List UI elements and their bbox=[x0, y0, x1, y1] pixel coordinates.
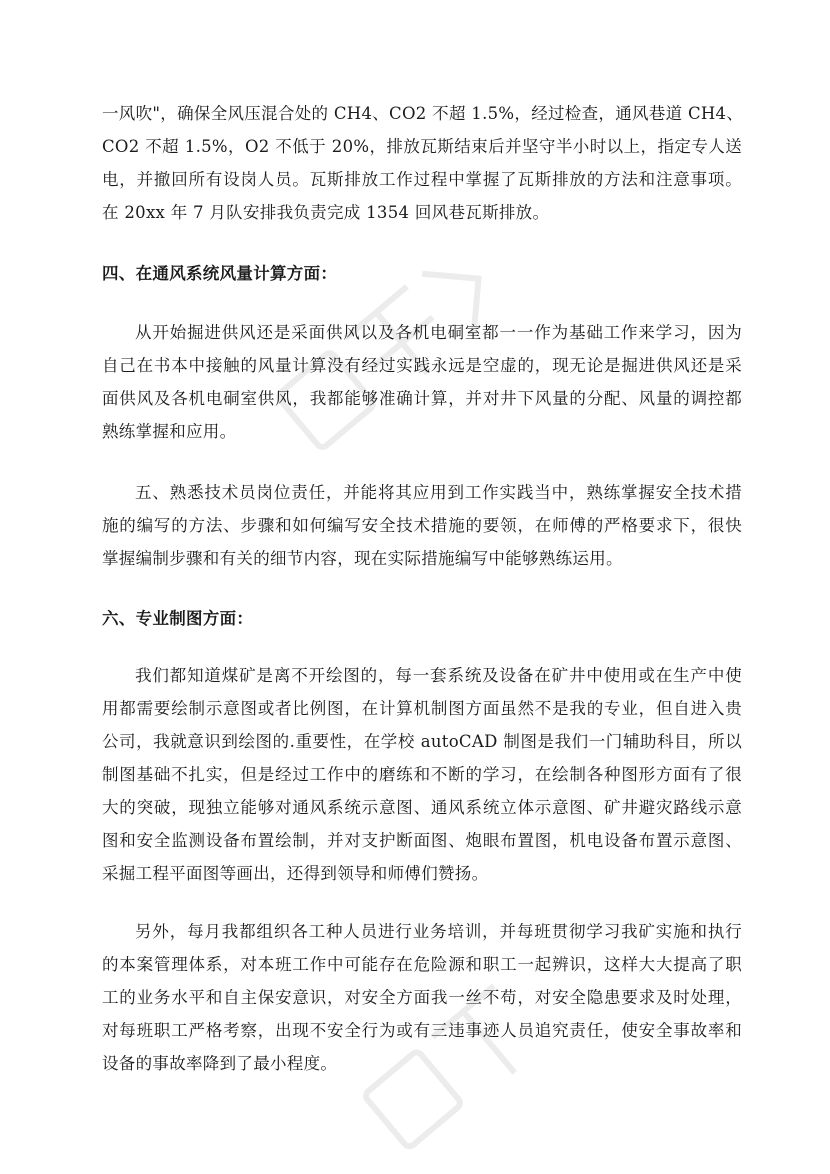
paragraph-air-volume bbox=[102, 316, 742, 448]
text-line: 大的突破，现独立能够对通风系统示意图、通风系统立体示意图、矿井避灾路线示意 bbox=[102, 798, 742, 817]
text-line: 采掘工程平面图等画出，还得到领导和师傅们赞扬。 bbox=[102, 864, 489, 883]
text-line: 公司，我就意识到绘图的.重要性，在学校 autoCAD 制图是我们一门辅助科目，所以 bbox=[102, 732, 742, 751]
text-line: 另外，每月我都组织各工种人员进行业务培训，并每班贯彻学习我矿实施和执行 bbox=[135, 922, 742, 941]
text-line: 图和安全监测设备布置绘制，并对支护断面图、炮眼布置图，机电设备布置示意图、 bbox=[102, 831, 742, 850]
paragraph-gas-discharge bbox=[102, 97, 742, 229]
section-heading-drafting: 六、专业制图方面： bbox=[102, 609, 254, 628]
text-line: 从开始掘进供风还是采面供风以及各机电硐室都一一作为基础工作来学习，因为 bbox=[135, 323, 742, 342]
text-line: 对每班职工严格考察，出现不安全行为或有三违事迹人员追究责任，使安全事故率和 bbox=[102, 1021, 742, 1040]
text-line: 施的编写的方法、步骤和如何编写安全技术措施的要领，在师傅的严格要求下，很快 bbox=[102, 516, 742, 535]
text-line: 在 20xx 年 7 月队安排我负责完成 1354 回风巷瓦斯排放。 bbox=[102, 203, 550, 222]
paragraph-technician-duties bbox=[102, 476, 742, 575]
paragraph-drafting bbox=[102, 659, 742, 890]
text-line: 制图基础不扎实，但是经过工作中的磨练和不断的学习，在绘制各种图形方面有了很 bbox=[102, 765, 742, 784]
text-line: 设备的事故率降到了最小程度。 bbox=[102, 1054, 338, 1073]
text-line: 一风吹"，确保全风压混合处的 CH4、CO2 不超 1.5%，经过检查，通风巷道 CH4、 bbox=[102, 104, 744, 123]
text-line: 熟练掌握和应用。 bbox=[102, 422, 237, 441]
section-heading-ventilation-calc: 四、在通风系统风量计算方面： bbox=[102, 264, 338, 283]
text-line: 电，并撤回所有设岗人员。瓦斯排放工作过程中掌握了瓦斯排放的方法和注意事项。 bbox=[102, 170, 742, 189]
text-line: 工的业务水平和自主保安意识，对安全方面我一丝不苟，对安全隐患要求及时处理， bbox=[102, 988, 742, 1007]
text-line: 五、熟悉技术员岗位责任，并能将其应用到工作实践当中，熟练掌握安全技术措 bbox=[135, 483, 742, 502]
text-line: CO2 不超 1.5%，O2 不低于 20%，排放瓦斯结束后并坚守半小时以上，指定专人送 bbox=[102, 137, 742, 156]
text-line: 掌握编制步骤和有关的细节内容，现在实际措施编写中能够熟练运用。 bbox=[102, 549, 623, 568]
text-line: 的本案管理体系，对本班工作中可能存在危险源和职工一起辨识，这样大大提高了职 bbox=[102, 955, 742, 974]
text-line: 自己在书本中接触的风量计算没有经过实践永远是空虚的，现无论是掘进供风还是采 bbox=[102, 356, 742, 375]
text-line: 面供风及各机电硐室供风，我都能够准确计算，并对井下风量的分配、风量的调控都 bbox=[102, 389, 742, 408]
paragraph-training bbox=[102, 915, 742, 1080]
text-line: 用都需要绘制示意图或者比例图，在计算机制图方面虽然不是我的专业，但自进入贵 bbox=[102, 699, 742, 718]
text-line: 我们都知道煤矿是离不开绘图的，每一套系统及设备在矿井中使用或在生产中使 bbox=[135, 666, 742, 685]
